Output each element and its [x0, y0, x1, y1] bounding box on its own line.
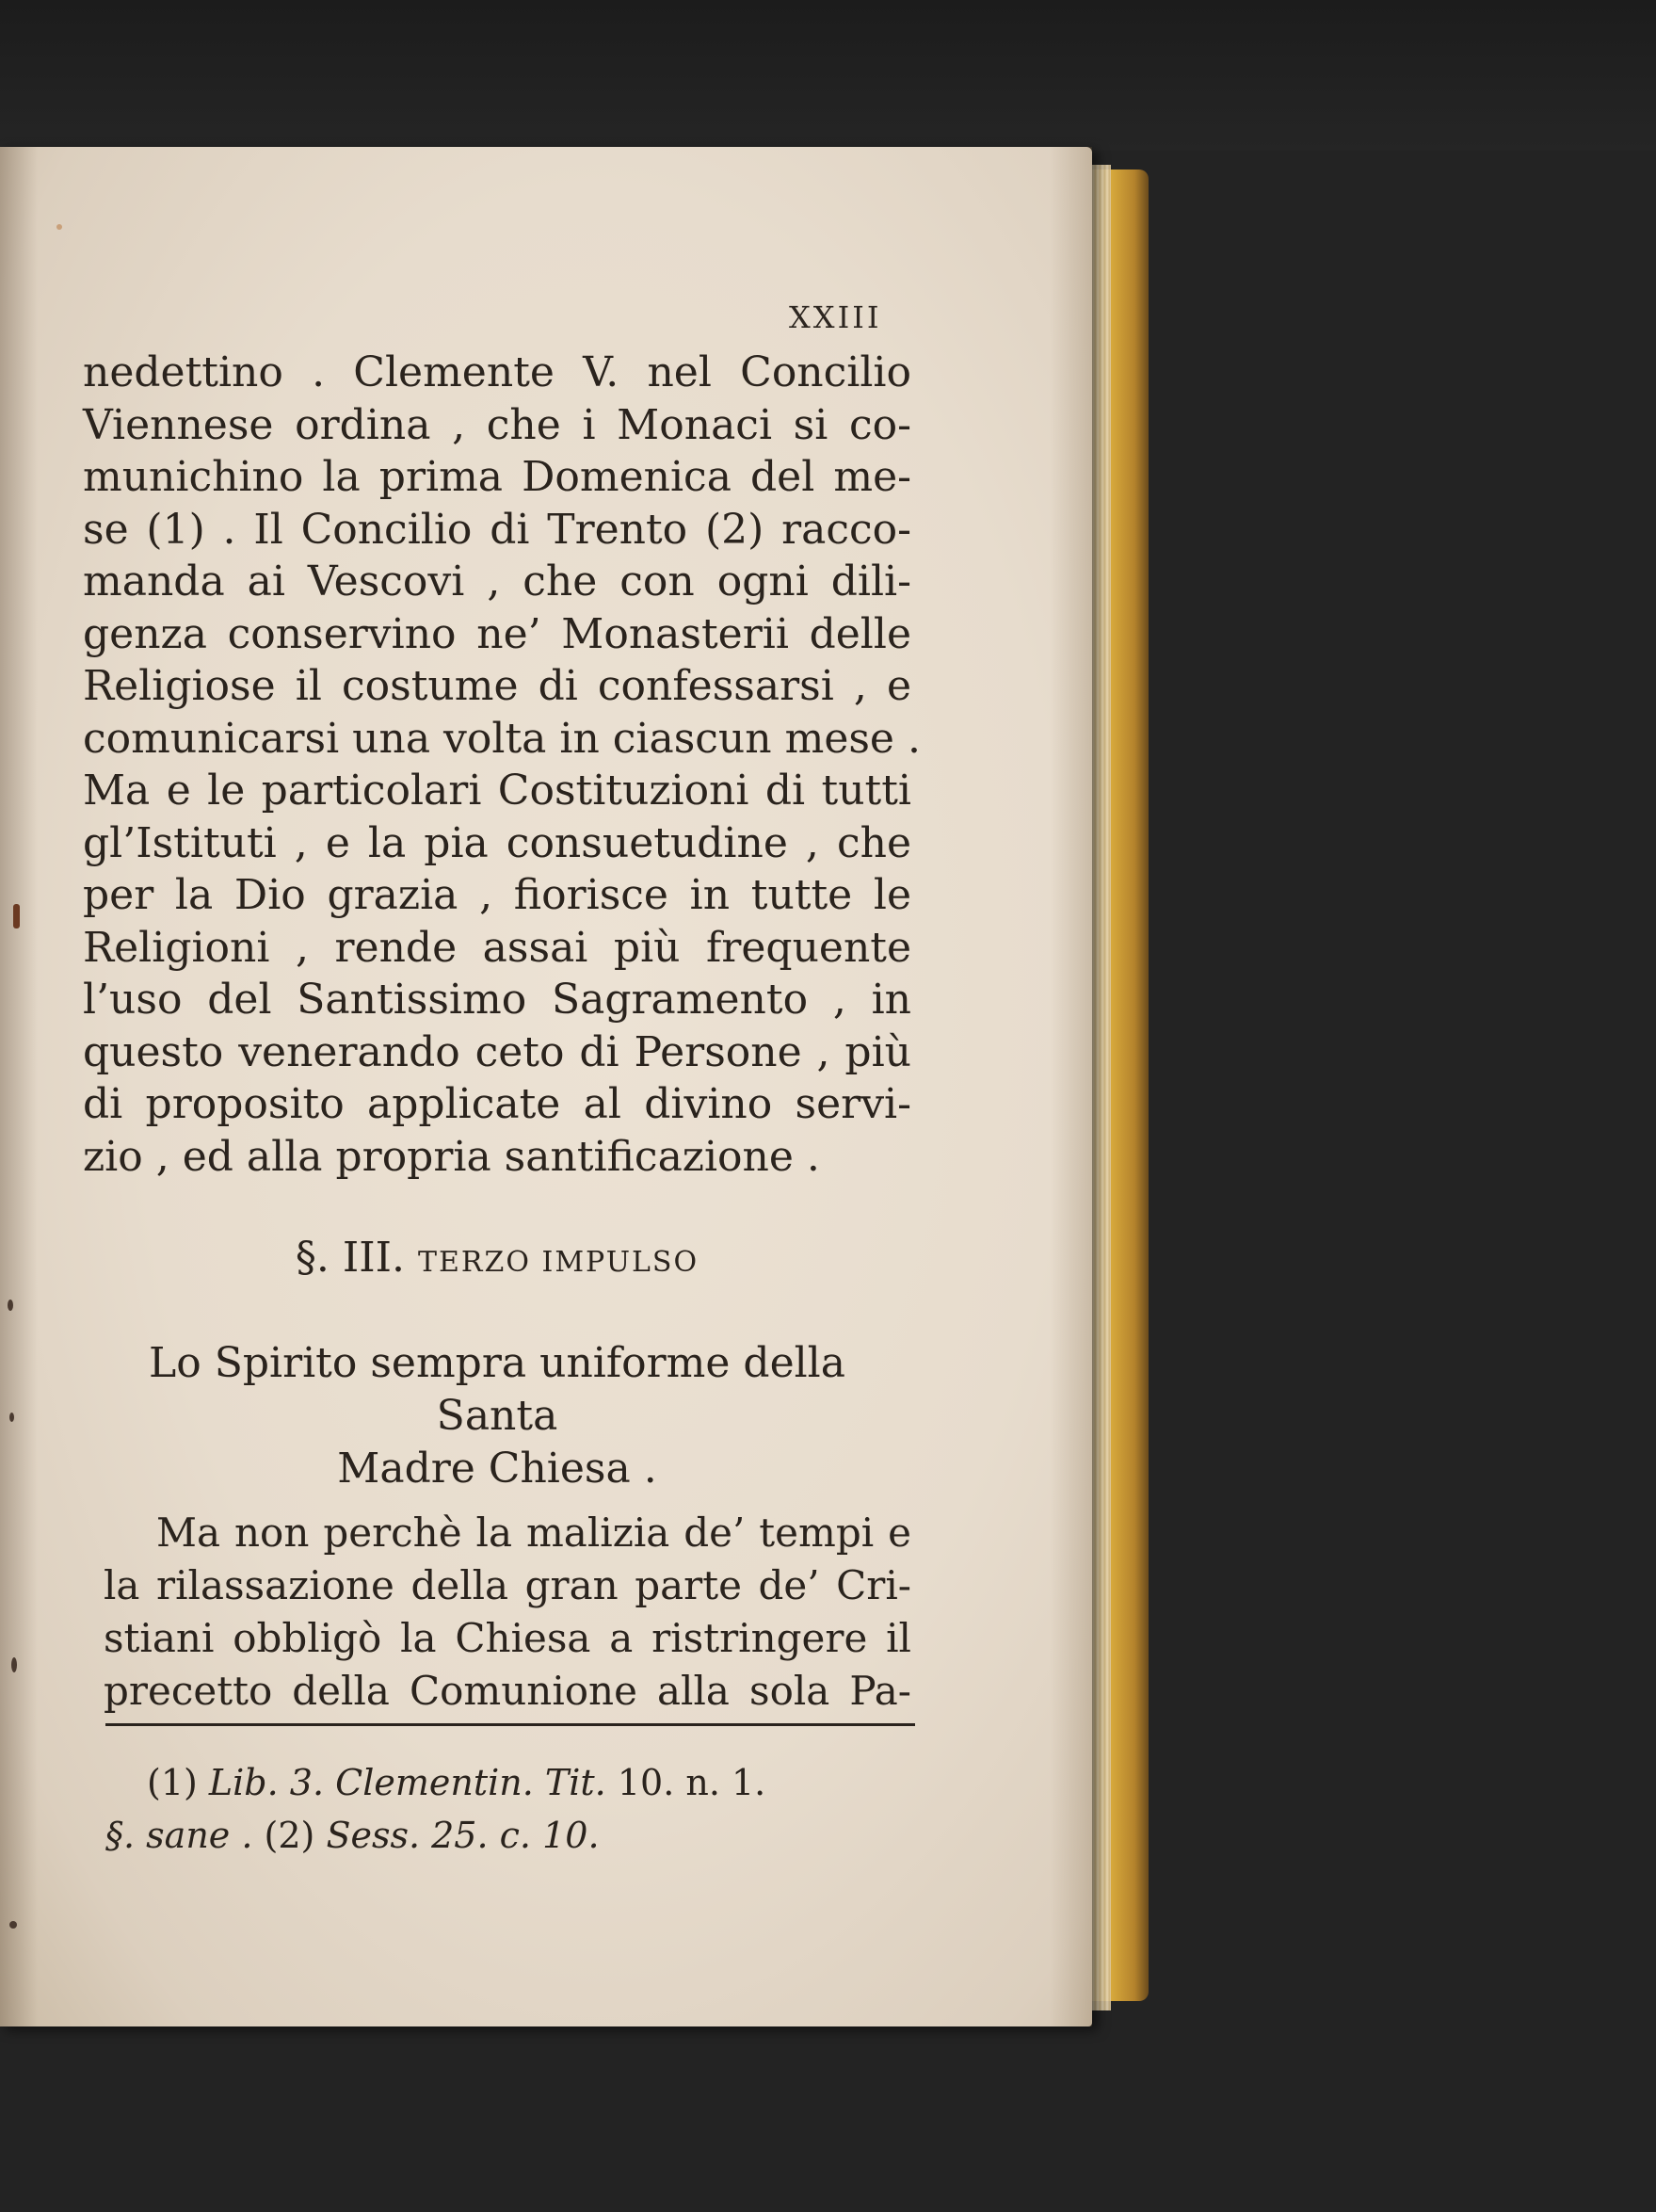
page-right-shadow	[1050, 147, 1092, 2026]
second-paragraph	[104, 1507, 911, 1718]
text-line: gl’Istituti , e la pia consuetudine , che	[83, 818, 911, 867]
page-number: XXIII	[789, 299, 882, 335]
footnote-divider	[105, 1723, 915, 1726]
text-line: precetto della Comunione alla sola Pa-	[104, 1668, 911, 1714]
footnote-citation-number: 10. n. 1.	[617, 1762, 766, 1803]
foxing-mark	[9, 1921, 17, 1929]
title-line: Madre Chiesa .	[337, 1445, 657, 1493]
text-line: se (1) . Il Concilio di Trento (2) racco-	[83, 505, 911, 554]
section-heading	[83, 1234, 911, 1282]
page-left-shadow	[0, 147, 38, 2026]
title-line: Lo Spirito sempra uniforme della Santa	[149, 1339, 845, 1440]
text-line: Religiose il costume di confessarsi , e	[83, 662, 911, 710]
footnotes	[105, 1756, 915, 1862]
section-title	[83, 1337, 911, 1495]
section-label: TERZO IMPULSO	[418, 1246, 699, 1279]
footnote-line	[105, 1809, 915, 1862]
footnote-line	[105, 1756, 915, 1809]
text-line: Religioni , rende assai più frequente	[83, 923, 911, 972]
text-line: la rilassazione della gran parte de’ Cri-	[104, 1562, 911, 1608]
foxing-mark	[9, 1413, 14, 1422]
text-line: questo venerando ceto di Persone , più	[83, 1027, 911, 1076]
footnote-citation: §. sane .	[105, 1815, 253, 1856]
backdrop	[0, 0, 1656, 151]
foxing-mark	[8, 1300, 13, 1311]
text-line: comunicarsi una volta in ciascun mese .	[83, 714, 921, 763]
text-line: l’uso del Santissimo Sagramento , in	[83, 976, 911, 1024]
main-paragraph	[83, 347, 921, 1183]
text-line: stiani obbligò la Chiesa a ristringere il	[104, 1615, 911, 1661]
section-number: §. III.	[295, 1234, 406, 1282]
text-line: nedettino . Clemente V. nel Concilio	[83, 348, 911, 396]
footnote-marker: (1)	[147, 1762, 198, 1803]
foxing-mark	[56, 224, 62, 230]
text-line: di proposito applicate al divino servi-	[83, 1080, 911, 1128]
text-line: Viennese ordina , che i Monaci si co-	[83, 400, 911, 449]
text-line: Ma e le particolari Costituzioni di tutti	[83, 767, 911, 815]
text-line: per la Dio grazia , fiorisce in tutte le	[83, 871, 911, 919]
text-line: genza conservino ne’ Monasterii delle	[83, 609, 911, 658]
footnote-citation: Lib. 3. Clementin. Tit.	[208, 1762, 606, 1803]
foxing-mark	[11, 1657, 17, 1672]
text-line: Ma non perchè la malizia de’ tempi e	[156, 1510, 911, 1556]
text-line: munichino la prima Domenica del me-	[83, 453, 911, 501]
text-line: manda ai Vescovi , che con ogni dili-	[83, 557, 911, 605]
footnote-citation: Sess. 25. c. 10.	[326, 1815, 600, 1856]
foxing-mark	[13, 904, 20, 928]
text-line: zio , ed alla propria santificazione .	[83, 1132, 820, 1181]
footnote-marker: (2)	[264, 1815, 315, 1856]
